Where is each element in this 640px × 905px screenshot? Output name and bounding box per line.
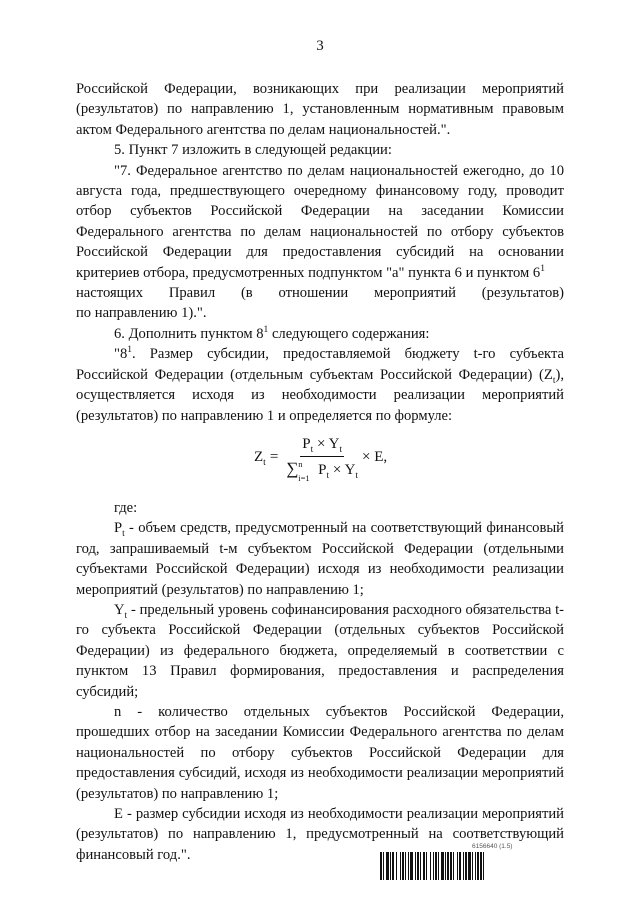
formula-denominator: ∑ n i=1 $P_t \times Y_t$ — [286, 459, 359, 484]
formula-fraction — [286, 434, 359, 484]
page-number: 3 — [316, 38, 324, 54]
document-body — [76, 79, 564, 865]
where-label: где: — [114, 499, 138, 516]
definition-P: $P_t$ - объем средств, предусмотренный на соответствующий финансовый год, запрашиваемый t-м субъектом Российской Федерации (отдельными субъектами Российской Федерации) исходя из необходимости реализации мероприятий (результатов) по направлению 1; — [76, 520, 564, 598]
formula-equals: = — [269, 449, 279, 466]
paragraph-item-7-line: настоящих Правил (в отношении мероприятий (результатов) — [76, 285, 564, 302]
paragraph-text: ), осуществляется исходя из необходимости реализации мероприятий (результатов) по направлению 1 и определяется по формуле: — [76, 366, 564, 424]
formula-tail: × E, — [362, 449, 388, 466]
paragraph-text: следующего содержания: — [268, 325, 430, 342]
paragraph-item-8-1 — [76, 344, 564, 426]
barcode-area — [380, 843, 590, 880]
superscript: 1 — [127, 345, 133, 356]
paragraph-item-6 — [76, 324, 564, 344]
paragraph-text: 6. Дополнить пунктом 8 — [114, 325, 264, 342]
formula-numerator: $P_t \times Y_t$ — [300, 434, 344, 457]
sigma-icon: ∑ n i=1 — [286, 459, 310, 484]
subscript: t — [552, 375, 556, 386]
paragraph-item-7-end: по направлению 1).". — [76, 305, 207, 322]
definition-n: n - количество отдельных субъектов Российской Федерации, прошедших отбор на заседании Комиссии Федерального агентства по делам национальностей по отбору субъектов Российской Федерации для предоставления субсидий, исходя из необходимости реализации мероприятий (результатов) по направлению 1; — [76, 703, 564, 802]
barcode-number: 6156640 (1.5) — [472, 843, 513, 850]
definition-E: E - размер субсидии исходя из необходимости реализации мероприятий (результатов) по направлению 1, предусмотренный на соответствующий финансовый год.". — [76, 806, 564, 863]
barcode-bar — [484, 852, 487, 880]
paragraph-text: "8 — [114, 346, 128, 363]
paragraph-item-7-quote — [76, 161, 564, 283]
superscript: 1 — [263, 325, 269, 336]
paragraph-continuation: Российской Федерации, возникающих при реализации мероприятий (результатов) по направлению 1, установленным нормативным правовым актом Федерального агентства по делам национальностей.". — [76, 81, 564, 138]
definition-Y: $Y_t$ - предельный уровень софинансирования расходного обязательства t-го субъекта Российской Федерации (отдельных субъектов Российской Федерации) из федерального бюджета, определяемый в соответствии с пунктом 13 Правил формирования, предоставления и распределения субсидий; — [76, 601, 564, 700]
formula-lhs: $Z_t$ — [254, 449, 266, 469]
formula — [76, 428, 564, 492]
paragraph-item-5: 5. Пункт 7 изложить в следующей редакции: — [114, 142, 392, 159]
barcode-icon — [380, 852, 590, 880]
superscript: 1 — [540, 263, 545, 274]
paragraph-text: "7. Федеральное агентство по делам национальностей ежегодно, до 10 августа года, предшествующего очередному финансовому году, проводит отбор субъектов Российской Федерации на заседании Комиссии Федерального агентства по делам национальностей по отбору субъектов Российской Федерации для предоставления субсидий на основании критериев отбора, предусмотренных подпунктом "а" пункта 6 и пунктом 6 — [76, 162, 564, 281]
paragraph-text: . Размер субсидии, предоставляемой бюджету t-го субъекта Российской Федерации (отдельным субъектам Российской Федерации) (Z — [76, 346, 564, 383]
